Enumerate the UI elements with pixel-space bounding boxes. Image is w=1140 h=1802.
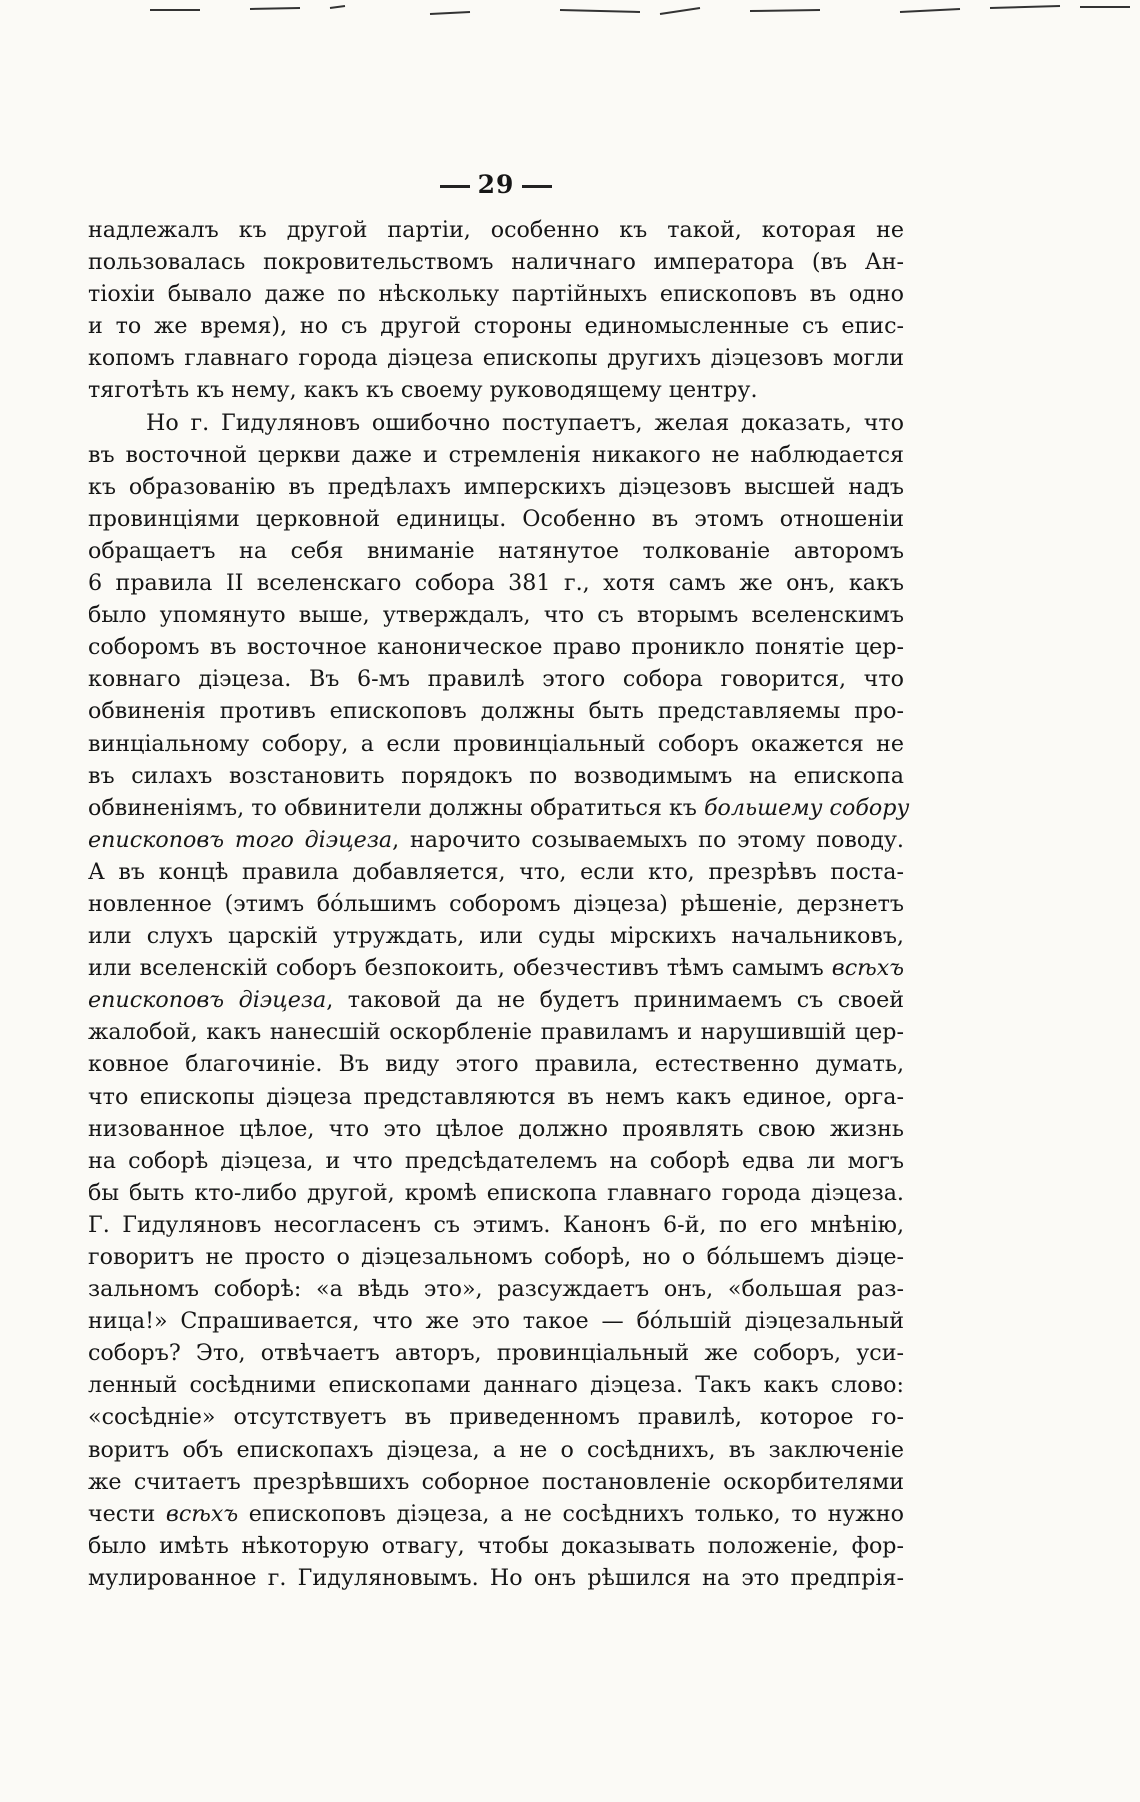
text-line bbox=[88, 824, 904, 856]
text-line bbox=[88, 888, 904, 920]
text-segment: , таковой да не будетъ принимаемъ съ своей bbox=[326, 987, 904, 1014]
text-line bbox=[88, 1145, 904, 1177]
text-segment: 6 правила II вселенскаго собора 381 г., хотя самъ же онъ, какъ bbox=[88, 570, 904, 597]
text-line bbox=[88, 374, 904, 406]
text-segment: и то же время), но съ другой стороны единомысленные съ епис- bbox=[88, 313, 904, 340]
text-segment: надлежалъ къ другой партіи, особенно къ такой, которая не bbox=[88, 217, 904, 243]
text-line bbox=[88, 984, 904, 1016]
text-segment: низованное цѣлое, что это цѣлое должно проявлять свою жизнь bbox=[88, 1115, 904, 1142]
text-line bbox=[88, 407, 904, 439]
text-segment: зальномъ соборѣ: «а вѣдь это», разсуждаетъ онъ, «большая раз- bbox=[88, 1276, 904, 1303]
text-segment: соборъ? Это, отвѣчаетъ авторъ, провинціальный же соборъ, уси- bbox=[88, 1340, 904, 1367]
text-line bbox=[88, 1209, 904, 1241]
text-segment: , нарочито созываемыхъ по этому поводу. bbox=[392, 826, 904, 853]
text-segment: въ восточной церкви даже и стремленія никакого не наблюдается bbox=[88, 441, 904, 468]
text-line bbox=[88, 1498, 904, 1530]
text-line bbox=[88, 856, 904, 888]
text-line bbox=[88, 214, 904, 246]
text-segment: ковнаго діэцеза. Въ 6-мъ правилѣ этого собора говорится, что bbox=[88, 666, 904, 693]
text-line bbox=[88, 342, 904, 374]
italic-text: епископовъ того діэцеза bbox=[88, 826, 393, 853]
text-line bbox=[88, 471, 904, 503]
left-dash bbox=[440, 185, 470, 188]
text-segment: или слухъ царскій утруждать, или суды мірскихъ начальниковъ, bbox=[88, 923, 904, 950]
text-segment: чести bbox=[88, 1500, 166, 1527]
text-segment: обращаетъ на себя вниманіе натянутое толкованіе авторомъ bbox=[88, 537, 904, 564]
text-segment: А въ концѣ правила добавляется, что, если кто, презрѣвъ поста- bbox=[88, 858, 904, 885]
text-line bbox=[88, 439, 904, 471]
text-line bbox=[88, 278, 904, 310]
text-line bbox=[88, 1562, 904, 1594]
text-segment: ковное благочиніе. Въ виду этого правила, естественно думать, bbox=[88, 1051, 904, 1078]
text-segment: винціальному собору, а если провинціальный соборъ окажется не bbox=[88, 730, 904, 757]
text-segment: обвиненія противъ епископовъ должны быть представляемы про- bbox=[88, 698, 904, 725]
text-line bbox=[88, 1113, 904, 1145]
text-segment: провинціями церковной единицы. Особенно въ этомъ отношеніи bbox=[88, 505, 904, 532]
text-segment: было упомянуто выше, утверждалъ, что съ вторымъ вселенскимъ bbox=[88, 602, 904, 629]
text-segment: новленное (этимъ бо́льшимъ соборомъ діэцеза) рѣшеніе, дерзнетъ bbox=[88, 890, 904, 917]
text-line bbox=[88, 1305, 904, 1337]
text-line bbox=[88, 310, 904, 342]
text-segment: къ образованію въ предѣлахъ имперскихъ діэцезовъ высшей надъ bbox=[88, 473, 904, 500]
page-number-value: 29 bbox=[477, 170, 515, 199]
text-segment: или вселенскій соборъ безпокоить, обезчестивъ тѣмъ самымъ bbox=[88, 955, 832, 982]
text-line bbox=[88, 1466, 904, 1498]
text-line bbox=[88, 1337, 904, 1369]
text-line bbox=[88, 246, 904, 278]
text-line bbox=[88, 663, 904, 695]
text-line bbox=[88, 760, 904, 792]
text-line bbox=[88, 567, 904, 599]
text-segment: жалобой, какъ нанесшій оскорбленіе правиламъ и нарушившій цер- bbox=[88, 1019, 904, 1046]
text-line bbox=[88, 535, 904, 567]
text-line bbox=[88, 599, 904, 631]
text-line bbox=[88, 1273, 904, 1305]
text-segment: было имѣть нѣкоторую отвагу, чтобы доказывать положеніе, фор- bbox=[88, 1532, 904, 1559]
text-line bbox=[88, 1401, 904, 1433]
body-text bbox=[88, 214, 910, 1594]
right-dash bbox=[522, 185, 552, 188]
text-line bbox=[88, 1081, 904, 1113]
text-segment: Но г. Гидуляновъ ошибочно поступаетъ, желая доказать, что bbox=[146, 409, 904, 436]
text-segment: тіохіи бывало даже по нѣскольку партійныхъ епископовъ въ одно bbox=[88, 281, 904, 308]
text-segment: на соборѣ діэцеза, и что предсѣдателемъ на соборѣ едва ли могъ bbox=[88, 1147, 904, 1174]
text-segment: «сосѣдніе» отсутствуетъ въ приведенномъ правилѣ, которое го- bbox=[88, 1404, 904, 1431]
book-page bbox=[88, 168, 910, 1594]
text-segment: пользовалась покровительствомъ наличнаго императора (въ Ан- bbox=[88, 249, 904, 276]
text-segment: же считаетъ презрѣвшихъ соборное постановленіе оскорбителями bbox=[88, 1468, 904, 1495]
text-segment: ленный сосѣдними епископами даннаго діэцеза. Такъ какъ слово: bbox=[88, 1372, 904, 1399]
text-segment: бы быть кто-либо другой, кромѣ епископа главнаго города діэцеза. bbox=[88, 1179, 904, 1206]
text-line bbox=[88, 1016, 904, 1048]
text-line bbox=[88, 1434, 904, 1466]
text-segment: что епископы діэцеза представляются въ немъ какъ единое, орга- bbox=[88, 1083, 904, 1110]
scan-edge-marks bbox=[0, 0, 1140, 24]
italic-text: большему собору bbox=[703, 794, 910, 821]
text-segment: мулированное г. Гидуляновымъ. Но онъ рѣшился на это предпрія- bbox=[88, 1564, 904, 1591]
text-line bbox=[88, 1241, 904, 1273]
text-line bbox=[88, 1177, 904, 1209]
text-line bbox=[88, 503, 904, 535]
text-segment: копомъ главнаго города діэцеза епископы другихъ діэцезовъ могли bbox=[88, 345, 904, 372]
text-segment: въ силахъ возстановить порядокъ по возводимымъ на епископа bbox=[88, 762, 904, 789]
text-line bbox=[88, 1369, 904, 1401]
text-segment: воритъ объ епископахъ діэцеза, а не о сосѣднихъ, въ заключеніе bbox=[88, 1436, 904, 1463]
italic-text: всѣхъ bbox=[831, 955, 904, 982]
text-segment: соборомъ въ восточное каноническое право проникло понятіе цер- bbox=[88, 634, 904, 661]
page-number bbox=[88, 168, 904, 202]
text-line bbox=[88, 631, 904, 663]
text-line bbox=[88, 1048, 904, 1080]
text-segment: обвиненіямъ, то обвинители должны обратиться къ bbox=[88, 794, 704, 821]
text-segment: тяготѣть къ нему, какъ къ своему руководящему центру. bbox=[88, 377, 758, 404]
text-segment: Г. Гидуляновъ несогласенъ съ этимъ. Канонъ 6-й, по его мнѣнію, bbox=[88, 1211, 904, 1238]
text-line bbox=[88, 1530, 904, 1562]
text-segment: епископовъ діэцеза, а не сосѣднихъ только, то нужно bbox=[238, 1500, 904, 1527]
text-segment: говоритъ не просто о діэцезальномъ соборѣ, но о бо́льшемъ діэце- bbox=[88, 1244, 904, 1270]
text-line bbox=[88, 792, 910, 824]
italic-text: епископовъ діэцеза bbox=[88, 987, 327, 1014]
italic-text: всѣхъ bbox=[165, 1500, 239, 1527]
text-line bbox=[88, 920, 904, 952]
text-line bbox=[88, 695, 904, 727]
text-segment: ница!» Спрашивается, что же это такое — бо́льшій діэцезальный bbox=[88, 1308, 904, 1335]
text-line bbox=[88, 952, 904, 984]
text-line bbox=[88, 728, 904, 760]
